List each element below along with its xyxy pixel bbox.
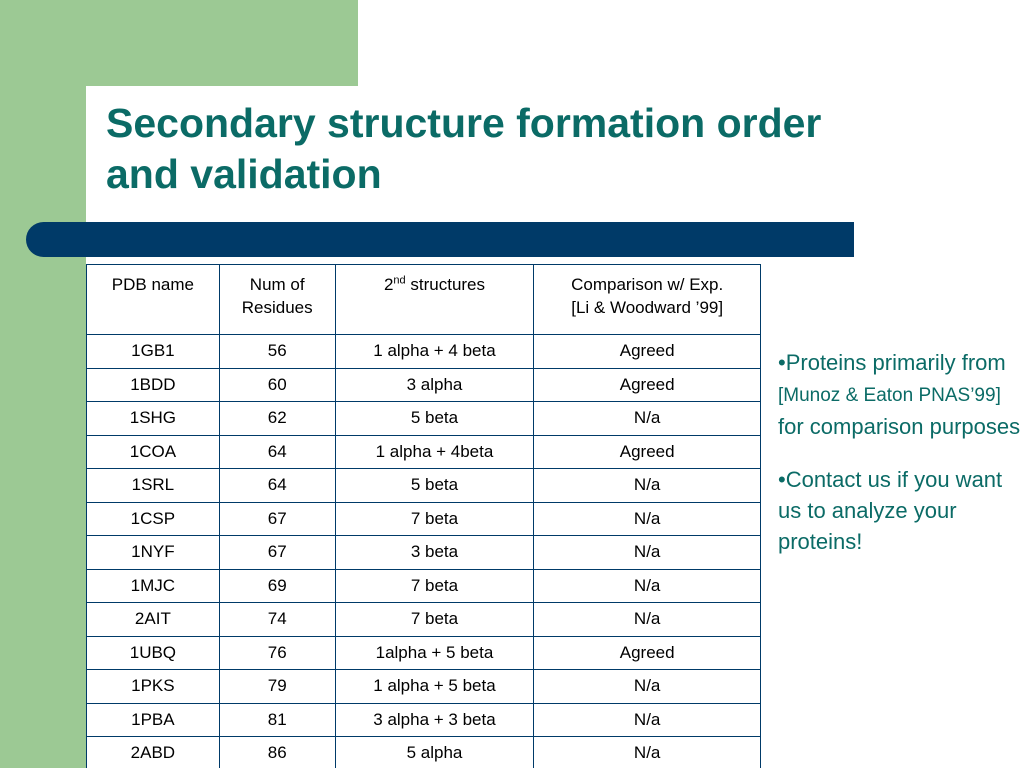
table-header-row: [87, 265, 761, 335]
cell-pdb-name: 1BDD: [87, 368, 220, 402]
cell-num-residues: 64: [219, 435, 335, 469]
cell-secondary-structures: 7 beta: [335, 502, 534, 536]
table-row: [87, 569, 761, 603]
cell-num-residues: 60: [219, 368, 335, 402]
slide-title-line-1: Secondary structure formation order: [106, 100, 822, 146]
header-comparison-line-2: [Li & Woodward ’99]: [571, 298, 724, 317]
cell-secondary-structures: 5 beta: [335, 402, 534, 436]
cell-secondary-structures: 5 beta: [335, 469, 534, 503]
cell-num-residues: 74: [219, 603, 335, 637]
cell-num-residues: 56: [219, 335, 335, 369]
cell-secondary-structures: 3 beta: [335, 536, 534, 570]
cell-comparison: N/a: [534, 469, 761, 503]
cell-secondary-structures: 7 beta: [335, 603, 534, 637]
header-comparison-line-1: Comparison w/ Exp.: [571, 275, 724, 294]
cell-num-residues: 86: [219, 737, 335, 768]
cell-secondary-structures: 1 alpha + 5 beta: [335, 670, 534, 704]
cell-secondary-structures: 7 beta: [335, 569, 534, 603]
cell-pdb-name: 1COA: [87, 435, 220, 469]
table-row: [87, 737, 761, 768]
table-row: [87, 670, 761, 704]
cell-comparison: N/a: [534, 402, 761, 436]
cell-pdb-name: 1CSP: [87, 502, 220, 536]
cell-num-residues: 76: [219, 636, 335, 670]
table-row: [87, 469, 761, 503]
cell-comparison: Agreed: [534, 435, 761, 469]
cell-comparison: Agreed: [534, 368, 761, 402]
notes-bullets: [778, 347, 1024, 579]
cell-num-residues: 79: [219, 670, 335, 704]
table-row: [87, 502, 761, 536]
cell-comparison: N/a: [534, 603, 761, 637]
cell-comparison: N/a: [534, 703, 761, 737]
bullet-proteins-source: •Proteins primarily from [Munoz & Eaton PNAS’99] for comparison purposes: [778, 350, 1021, 439]
table-row: [87, 703, 761, 737]
cell-comparison: N/a: [534, 737, 761, 768]
cell-pdb-name: 1SHG: [87, 402, 220, 436]
cell-secondary-structures: 1alpha + 5 beta: [335, 636, 534, 670]
cell-comparison: Agreed: [534, 636, 761, 670]
table-row: [87, 603, 761, 637]
header-secondary-structures: 2nd structures: [335, 265, 534, 335]
citation-munoz-eaton: [Munoz & Eaton PNAS’99]: [778, 385, 1001, 406]
slide-title-line-2: and validation: [106, 151, 382, 197]
cell-pdb-name: 2ABD: [87, 737, 220, 768]
cell-num-residues: 69: [219, 569, 335, 603]
cell-num-residues: 67: [219, 502, 335, 536]
slide-title: [106, 98, 966, 200]
cell-comparison: Agreed: [534, 335, 761, 369]
header-num-residues-line-2: Residues: [241, 298, 313, 317]
header-comparison: [534, 265, 761, 335]
cell-num-residues: 64: [219, 469, 335, 503]
structure-table: [86, 264, 761, 768]
header-num-residues: [219, 265, 335, 335]
table-row: [87, 402, 761, 436]
cell-comparison: N/a: [534, 536, 761, 570]
cell-pdb-name: 2AIT: [87, 603, 220, 637]
cell-secondary-structures: 5 alpha: [335, 737, 534, 768]
cell-num-residues: 62: [219, 402, 335, 436]
cell-pdb-name: 1PBA: [87, 703, 220, 737]
cell-pdb-name: 1SRL: [87, 469, 220, 503]
header-pdb-name: PDB name: [87, 265, 220, 335]
cell-pdb-name: 1GB1: [87, 335, 220, 369]
table-row: [87, 536, 761, 570]
cell-pdb-name: 1NYF: [87, 536, 220, 570]
cell-secondary-structures: 1 alpha + 4 beta: [335, 335, 534, 369]
header-num-residues-line-1: Num of: [249, 275, 305, 294]
table-body: [87, 335, 761, 768]
table-row: [87, 636, 761, 670]
cell-num-residues: 67: [219, 536, 335, 570]
cell-comparison: N/a: [534, 502, 761, 536]
cell-secondary-structures: 3 alpha: [335, 368, 534, 402]
cell-comparison: N/a: [534, 670, 761, 704]
table-row: [87, 335, 761, 369]
bullet-contact-us: •Contact us if you want us to analyze your proteins!: [778, 467, 1003, 554]
cell-pdb-name: 1MJC: [87, 569, 220, 603]
cell-pdb-name: 1UBQ: [87, 636, 220, 670]
cell-pdb-name: 1PKS: [87, 670, 220, 704]
cell-secondary-structures: 1 alpha + 4beta: [335, 435, 534, 469]
decorative-green-left-bar: [0, 0, 86, 768]
cell-secondary-structures: 3 alpha + 3 beta: [335, 703, 534, 737]
table-row: [87, 368, 761, 402]
decorative-navy-bar: [26, 222, 854, 257]
cell-comparison: N/a: [534, 569, 761, 603]
table-row: [87, 435, 761, 469]
cell-num-residues: 81: [219, 703, 335, 737]
